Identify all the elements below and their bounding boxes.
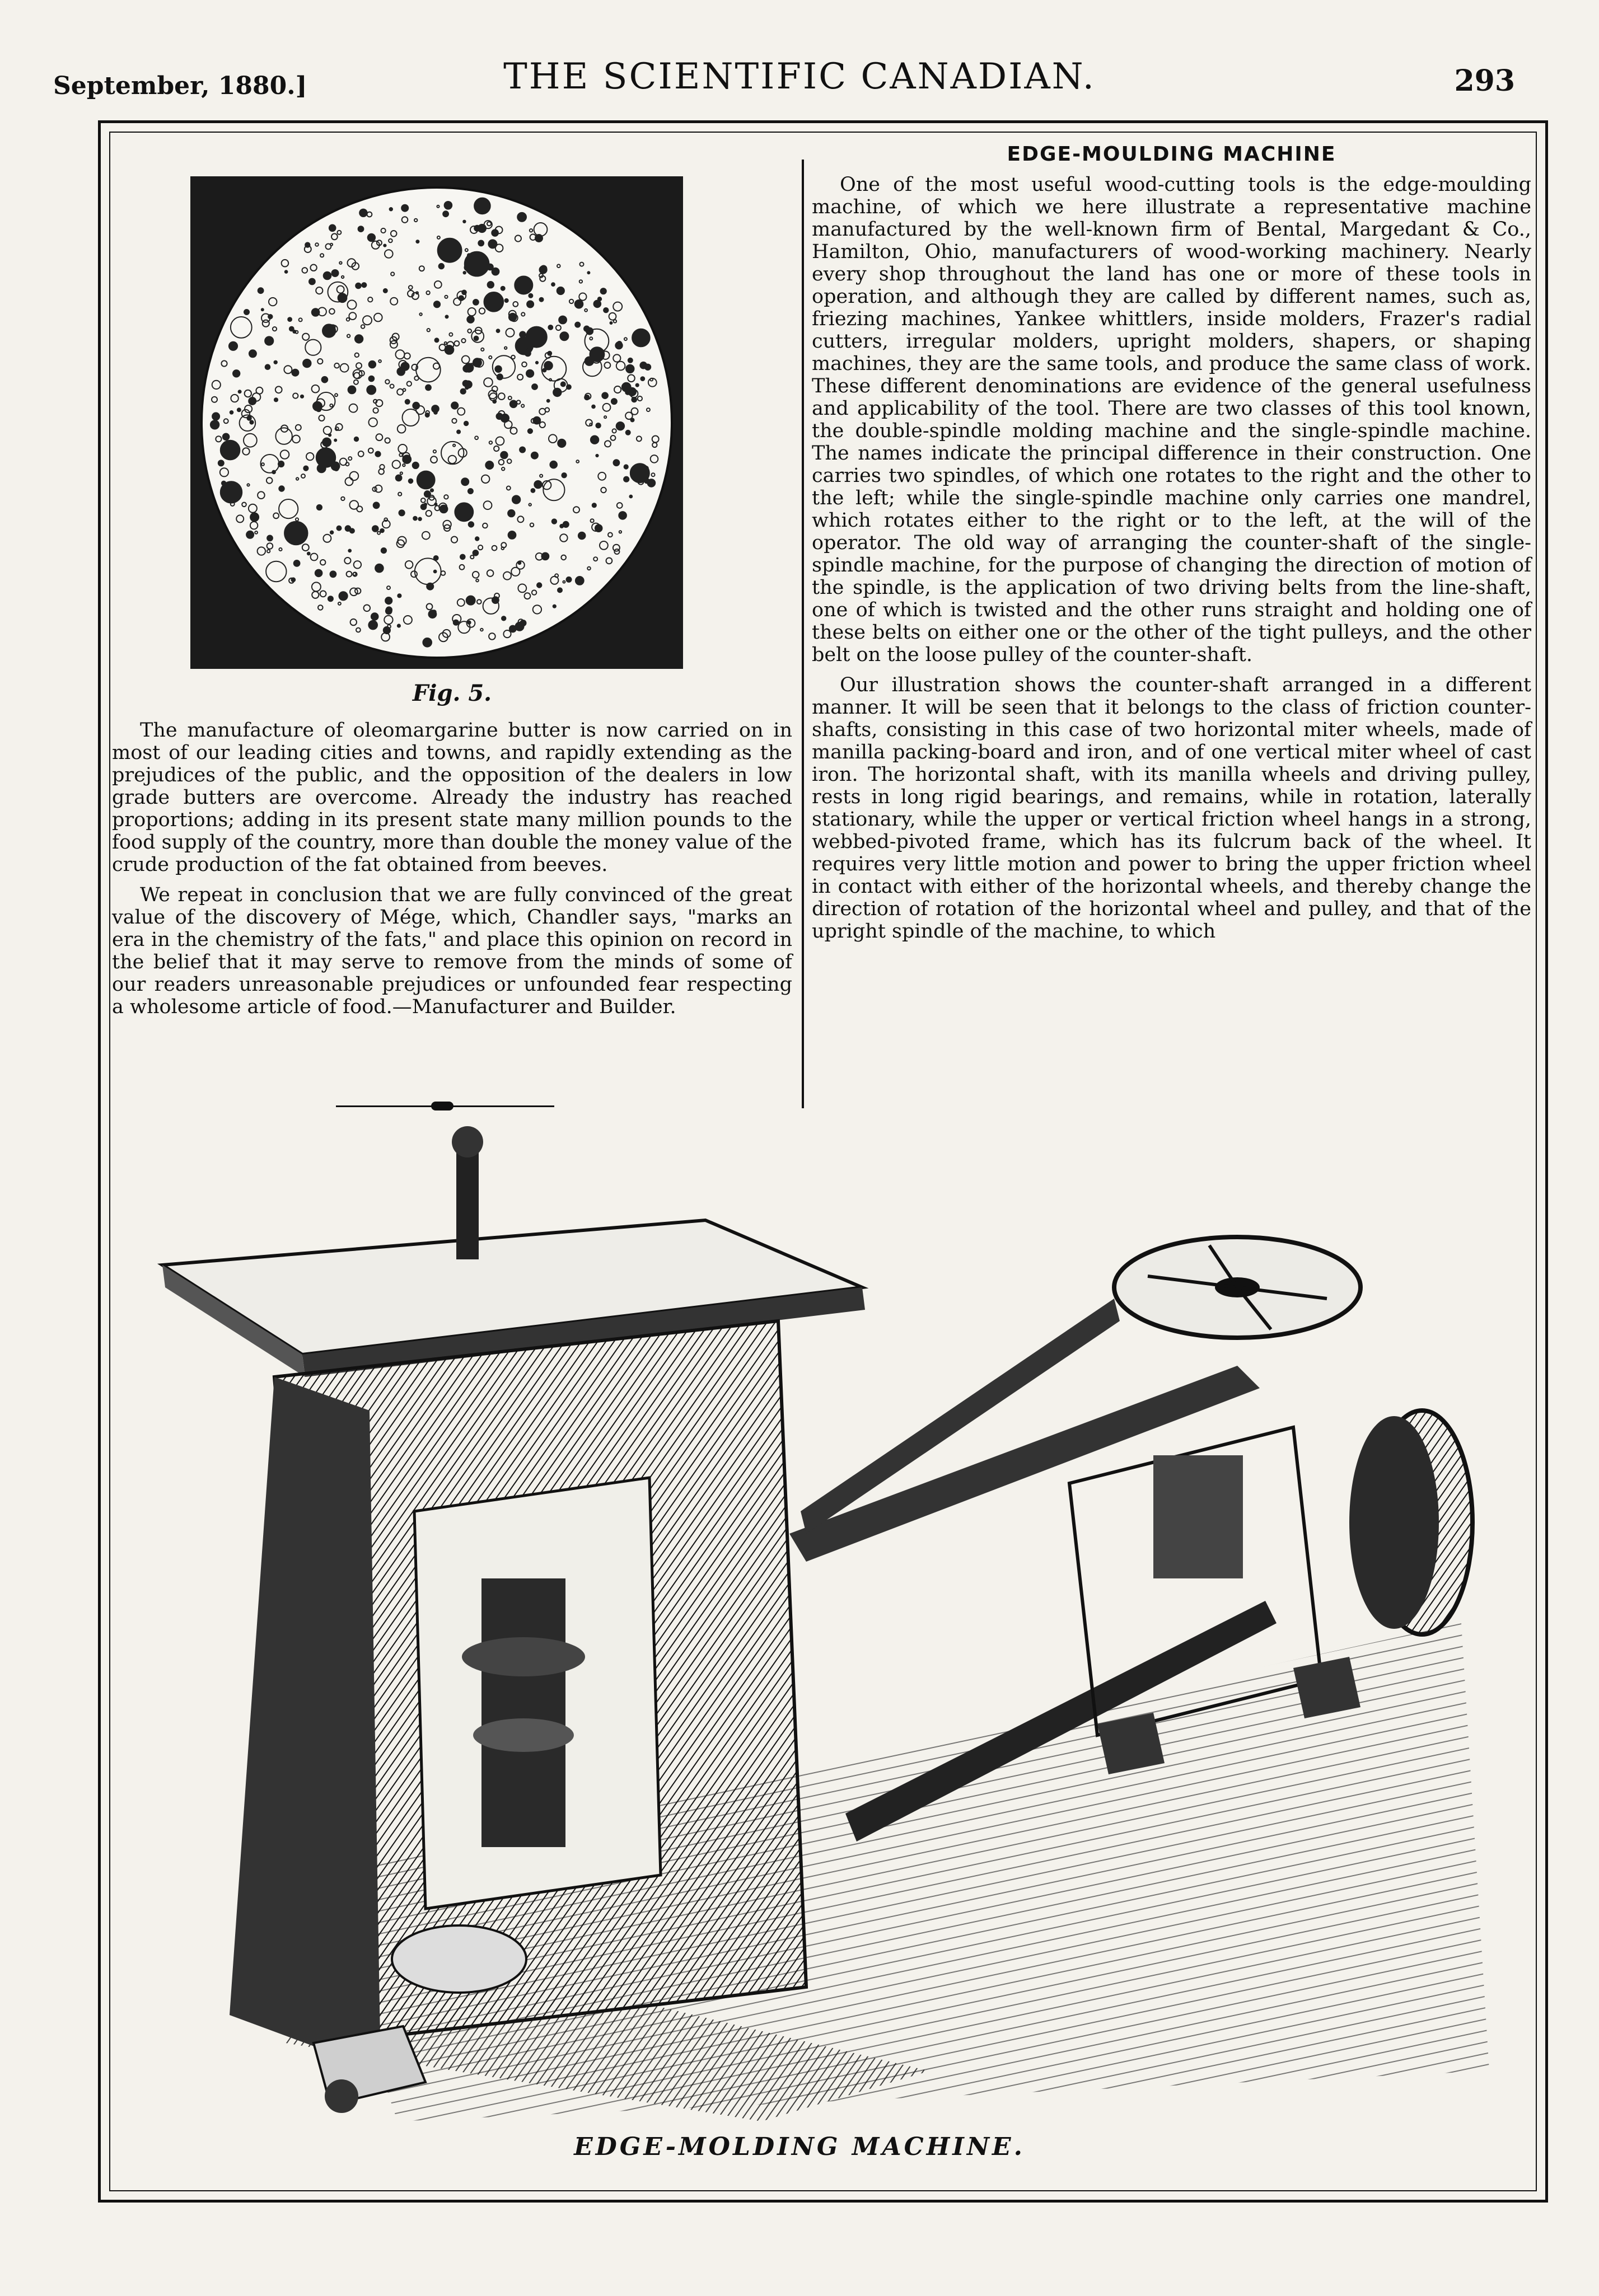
article-paragraph: The manufacture of oleomargarine butter is now carried on in most of our leading cities and towns, and rapidly extending as the prejudices of the public, and the opposition of the dealers in low grade butters are overcome. Already the industry has reached proportions; adding in its present state many million pounds to the food supply of the country, more than double the money value of the crude production of the fat obtained from beeves. (112, 719, 792, 876)
column-divider (802, 160, 804, 1108)
page-header (0, 56, 1599, 118)
page-number: 293 (1454, 64, 1515, 98)
article-paragraph: One of the most useful wood-cutting tools is the edge-moulding machine, of which we here illustrate a representative machine manufactured by the well-known firm of Bental, Margedant & Co., Hamilton, Ohio, manufacturers of wood-working machinery. Nearly every shop throughout the land has one or more of these tools in operation, and although they are called by different names, such as, friezing machines, Yankee whittlers, inside molders, Frazer's radial cutters, irregular molders, upright molders, shapers, or shaping machines, they are the same tools, and produce the same class of work. These different denominations are evidence of the general usefulness and applicability of the tool. There are two classes of this tool known, the double-spindle molding machine and the single-spindle machine. The names indicate the principal difference in their construction. One carries two spindles, of which one rotates to the right and the other to the left; while the single-spindle machine only carries one mandrel, which rotates either to the right or to the left, at the will of the operator. The old way of arranging the counter-shaft of the single-spindle machine, for the purpose of changing the direction of motion of the spindle, is the application of two driving belts from the line-shaft, one of which is twisted and the other runs straight and holding one of these belts on either one or the other of the tight pulleys, and the other belt on the loose pulley of the counter-shaft. (812, 174, 1531, 666)
right-column (812, 143, 1531, 950)
article-paragraph: We repeat in conclusion that we are fully convinced of the great value of the discovery of Mége, which, Chandler says, "marks an era in the chemistry of the fats," and place this opinion on record in the belief that it may serve to remove from the minds of some of our readers unreasonable prejudices or unfounded fear respecting a wholesome article of food.—Manufacturer and Builder. (112, 884, 792, 1018)
article-paragraph: Our illustration shows the counter-shaft arranged in a different manner. It will be seen that it belongs to the class of friction counter-shafts, consisting in this case of two horizontal miter wheels, made of manilla packing-board and iron, and of one vertical miter wheel of cast iron. The horizontal shaft, with its manilla wheels and driving pulley, rests in long rigid bearings, and remains, while in rotation, laterally stationary, while the upper or vertical friction wheel hangs in a strong, webbed-pivoted frame, which has its fulcrum back of the wheel. It requires very little motion and power to bring the upper friction wheel in contact with either of the horizontal wheels, and thereby change the direction of rotation of the horizontal wheel and pulley, and that of the upright spindle of the machine, to which (812, 674, 1531, 943)
edge-molding-machine-illustration (146, 1119, 1489, 2121)
left-column (112, 719, 792, 1026)
figure-caption: Fig. 5. (412, 680, 492, 706)
machine-caption: EDGE-MOLDING MACHINE. (574, 2133, 1025, 2161)
journal-title: THE SCIENTIFIC CANADIAN. (503, 56, 1096, 97)
section-title: EDGE-MOULDING MACHINE (1007, 143, 1336, 166)
rule-ornament (431, 1102, 453, 1110)
fig5-microscope-image (190, 176, 683, 669)
issue-date: September, 1880.] (53, 72, 307, 100)
